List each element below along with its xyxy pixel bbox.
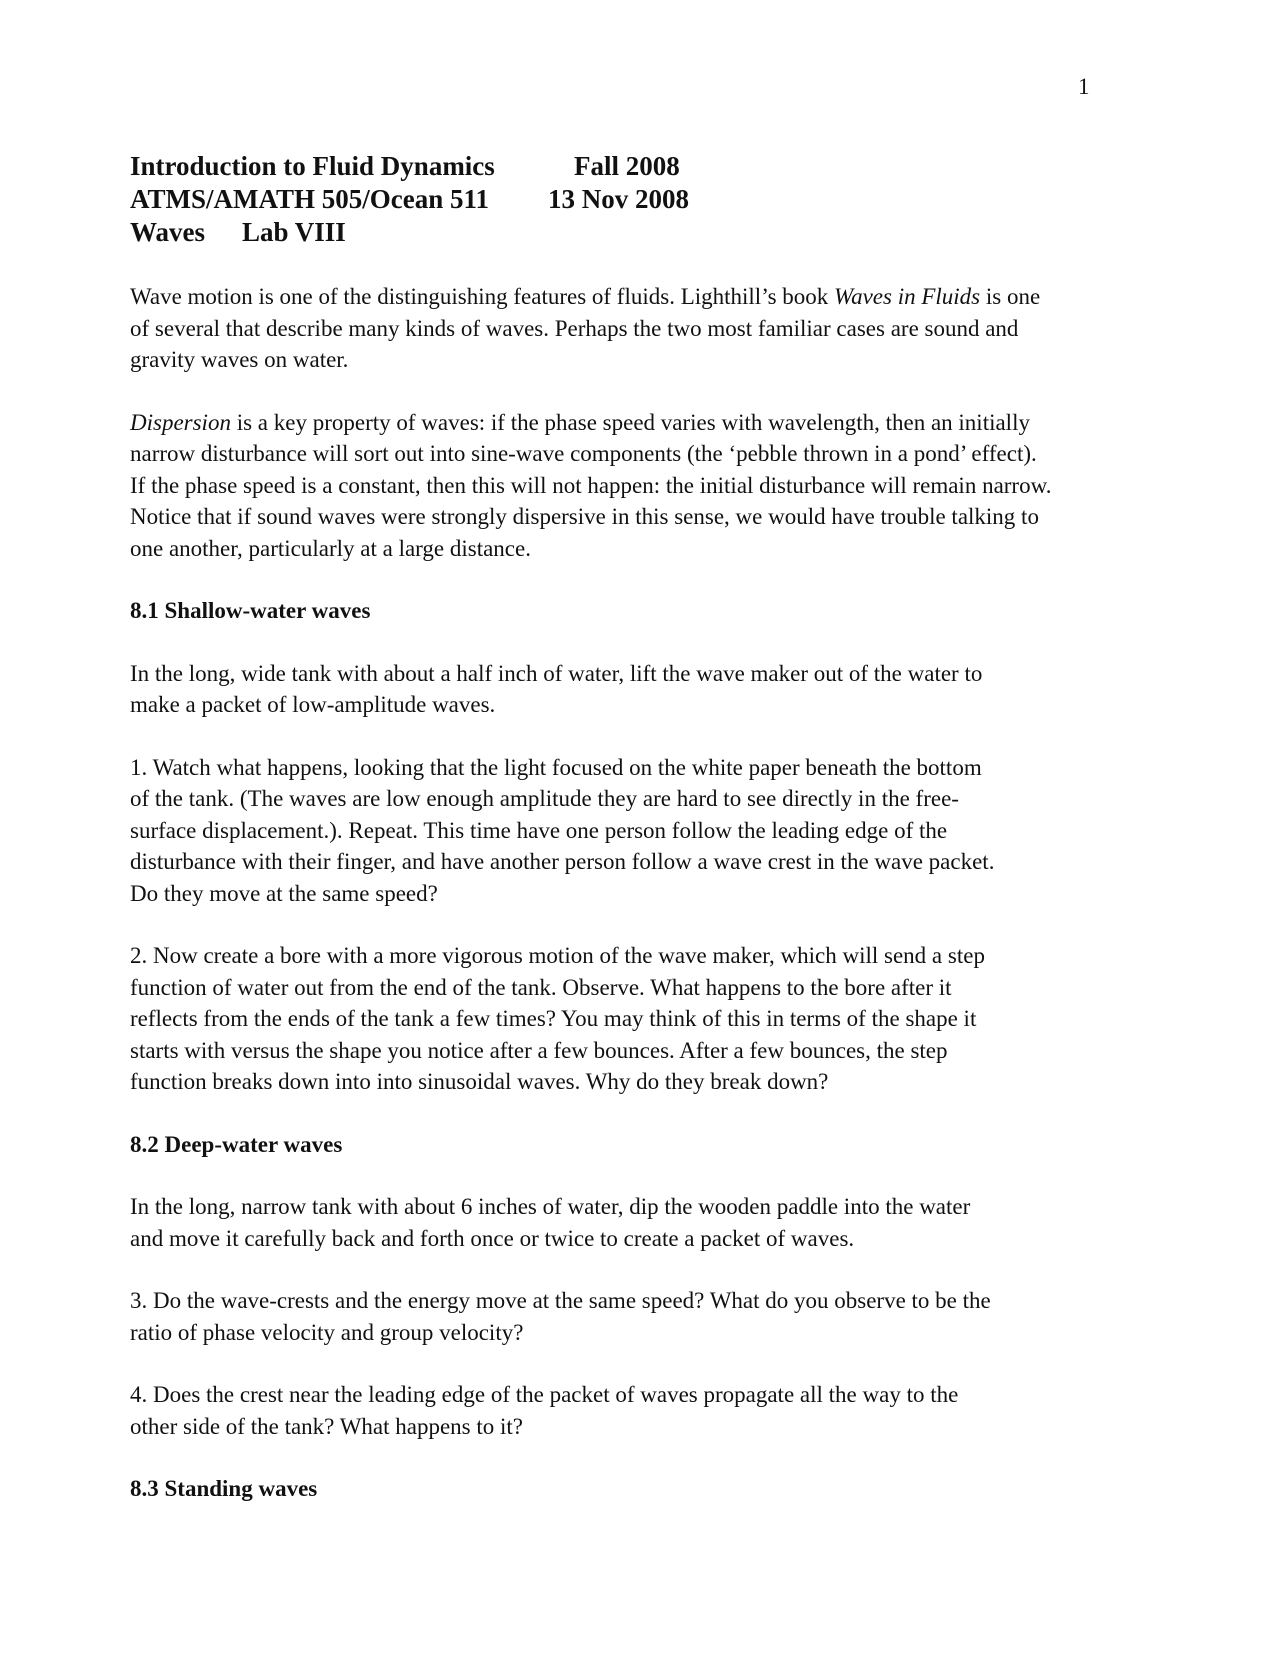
intro-line-2: of several that describe many kinds of waves. Perhaps the two most familiar cases are sound and bbox=[130, 315, 1019, 341]
dispersion-line-2: narrow disturbance will sort out into sine-wave components (the ‘pebble thrown in a pond’ effect). bbox=[130, 441, 1037, 466]
q2-line-3: reflects from the ends of the tank a few times? You may think of this in terms of the shape it bbox=[130, 1006, 977, 1031]
book-title: Waves in Fluids bbox=[834, 284, 981, 309]
intro-line-1 bbox=[130, 281, 1150, 313]
course-code: ATMS/AMATH 505/Ocean 511 bbox=[130, 184, 489, 214]
section-heading-8-2: 8.2 Deep-water waves bbox=[130, 1131, 343, 1157]
s82-intro-line-1: In the long, narrow tank with about 6 inches of water, dip the wooden paddle into the water bbox=[130, 1194, 971, 1219]
q1-line-2: of the tank. (The waves are low enough amplitude they are hard to see directly in the free- bbox=[130, 786, 959, 811]
document-body bbox=[130, 281, 1150, 1536]
lab-date: 13 Nov 2008 bbox=[548, 184, 689, 214]
intro-line-3: gravity waves on water. bbox=[130, 347, 349, 372]
q1-line-3: surface displacement.). Repeat. This time have one person follow the leading edge of the bbox=[130, 817, 948, 843]
q2-line-4: starts with versus the shape you notice after a few bounces. After a few bounces, the step bbox=[130, 1037, 948, 1063]
question-3 bbox=[130, 1285, 1150, 1348]
dispersion-line-3: If the phase speed is a constant, then this will not happen: the initial disturbance will remain narrow. bbox=[130, 472, 1052, 498]
s81-intro-line-2: make a packet of low-amplitude waves. bbox=[130, 692, 496, 717]
q3-line-2: ratio of phase velocity and group velocity? bbox=[130, 1319, 524, 1345]
question-2 bbox=[130, 940, 1150, 1098]
section-heading-8-3: 8.3 Standing waves bbox=[130, 1476, 318, 1501]
q4-line-2: other side of the tank? What happens to it? bbox=[130, 1413, 524, 1439]
question-1 bbox=[130, 752, 1150, 910]
q3-line-1: 3. Do the wave-crests and the energy move at the same speed? What do you observe to be the bbox=[130, 1288, 991, 1313]
lab-number: Lab VIII bbox=[242, 217, 346, 247]
section-8-1-intro bbox=[130, 658, 1150, 721]
intro-text-b: is one bbox=[980, 284, 1041, 309]
dispersion-term: Dispersion bbox=[130, 409, 231, 435]
dispersion-line-5: one another, particularly at a large distance. bbox=[130, 535, 531, 561]
header-line-course bbox=[130, 183, 689, 216]
header-line-topic bbox=[130, 216, 689, 249]
intro-text-a: Wave motion is one of the distinguishing features of fluids. Lighthill’s book bbox=[130, 284, 835, 309]
section-8-2-intro bbox=[130, 1191, 1150, 1254]
question-4 bbox=[130, 1379, 1150, 1442]
dispersion-line-4: Notice that if sound waves were strongly dispersive in this sense, we would have trouble talking to bbox=[130, 504, 1039, 529]
q1-line-5: Do they move at the same speed? bbox=[130, 880, 438, 906]
intro-paragraph bbox=[130, 281, 1150, 376]
s81-intro-line-1: In the long, wide tank with about a half inch of water, lift the wave maker out of the water to bbox=[130, 660, 983, 686]
dispersion-line-1 bbox=[130, 407, 1150, 439]
q1-line-1: 1. Watch what happens, looking that the light focused on the white paper beneath the bottom bbox=[130, 754, 982, 780]
section-heading-8-1: 8.1 Shallow-water waves bbox=[130, 598, 371, 623]
course-title: Introduction to Fluid Dynamics bbox=[130, 151, 495, 181]
page-number: 1 bbox=[1078, 74, 1090, 99]
q2-line-1: 2. Now create a bore with a more vigorous motion of the wave maker, which will send a step bbox=[130, 943, 985, 968]
lab-topic: Waves bbox=[130, 217, 206, 247]
dispersion-text: is a key property of waves: if the phase speed varies with wavelength, then an initially bbox=[230, 409, 1030, 435]
course-term: Fall 2008 bbox=[574, 151, 680, 181]
s82-intro-line-2: and move it carefully back and forth once or twice to create a packet of waves. bbox=[130, 1225, 855, 1251]
q4-line-1: 4. Does the crest near the leading edge of the packet of waves propagate all the way to the bbox=[130, 1382, 959, 1407]
document-header bbox=[130, 150, 689, 249]
dispersion-paragraph bbox=[130, 407, 1150, 565]
q2-line-5: function breaks down into into sinusoidal waves. Why do they break down? bbox=[130, 1069, 829, 1094]
q1-line-4: disturbance with their finger, and have another person follow a wave crest in the wave packet. bbox=[130, 849, 995, 874]
header-line-title bbox=[130, 150, 689, 183]
q2-line-2: function of water out from the end of the tank. Observe. What happens to the bore after it bbox=[130, 974, 952, 1000]
